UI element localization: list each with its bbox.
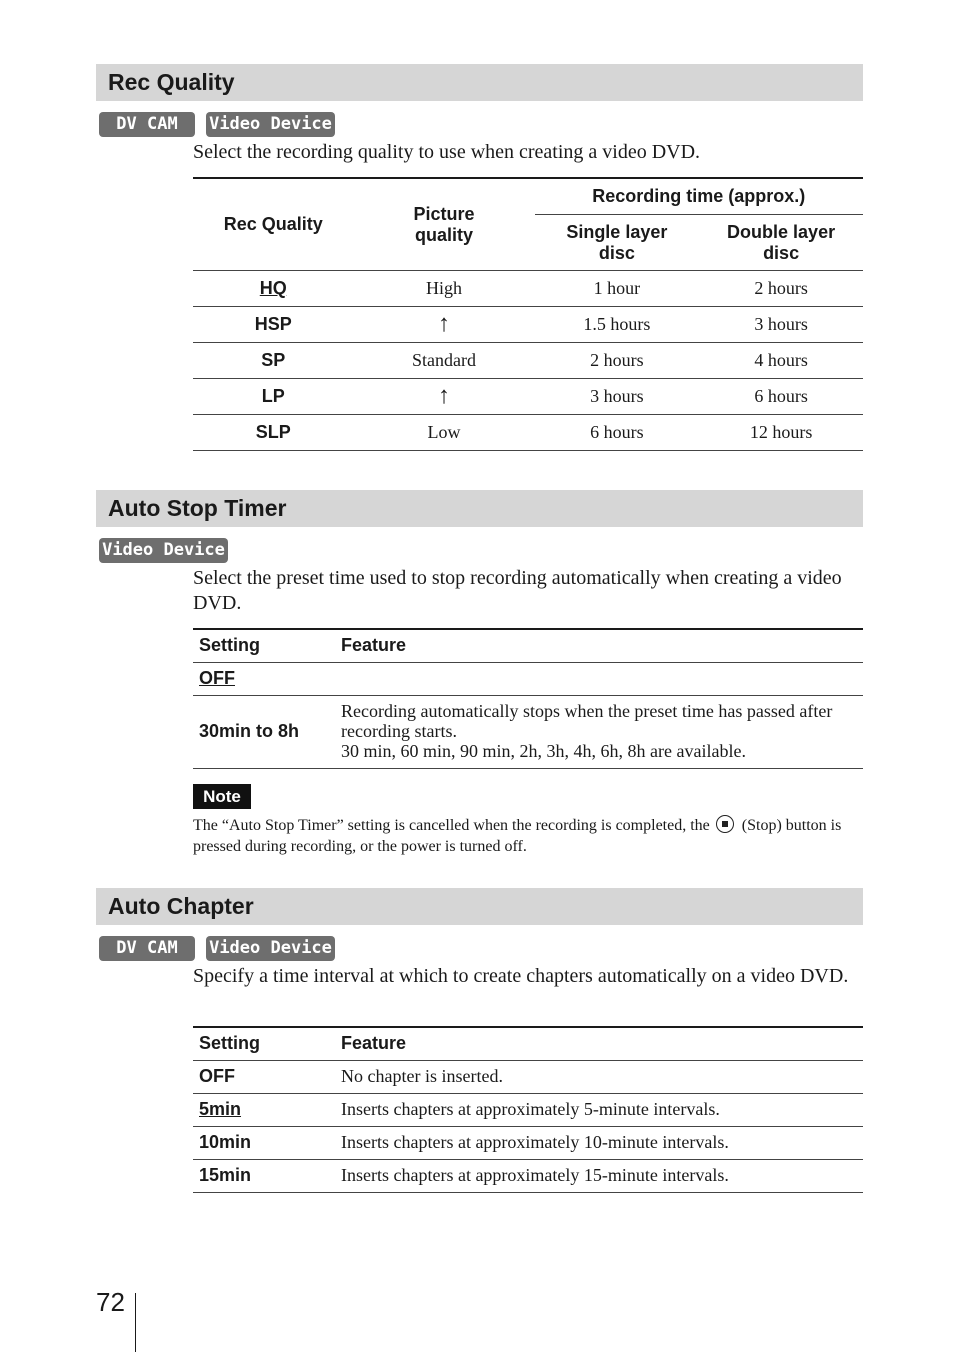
feature-cell: Inserts chapters at approximately 15-minute intervals.	[335, 1159, 863, 1192]
double-cell: 12 hours	[699, 415, 863, 451]
double-cell: 4 hours	[699, 343, 863, 379]
section-header-auto-chapter	[96, 888, 863, 925]
badge-video-device: Video Device	[206, 936, 335, 961]
col-header-single-layer: Single layer disc	[535, 215, 700, 271]
section-title: Auto Chapter	[108, 893, 254, 919]
note-text-part2: (Stop) button is pressed during recording, or the power is turned off.	[193, 817, 842, 855]
section-title: Auto Stop Timer	[108, 495, 287, 521]
single-cell: 1.5 hours	[535, 307, 700, 343]
auto-chapter-table	[193, 1026, 863, 1193]
picture-cell: Low	[354, 415, 535, 451]
stop-icon	[716, 815, 734, 833]
quality-cell: SP	[193, 343, 354, 379]
badge-video-device: Video Device	[206, 112, 335, 137]
note-text	[193, 815, 863, 857]
rec-quality-table	[193, 177, 863, 451]
table-row	[193, 379, 863, 415]
feature-cell: Inserts chapters at approximately 5-minute intervals.	[335, 1093, 863, 1126]
note-text-part1: The “Auto Stop Timer” setting is cancelled when the recording is completed, the	[193, 817, 710, 834]
feature-cell: Inserts chapters at approximately 10-minute intervals.	[335, 1126, 863, 1159]
col-header-feature: Feature	[335, 1027, 863, 1060]
setting-cell: 30min to 8h	[193, 695, 335, 768]
picture-cell: High	[354, 271, 535, 307]
table-row	[193, 695, 863, 768]
double-cell: 2 hours	[699, 271, 863, 307]
setting-cell: 15min	[193, 1159, 335, 1192]
section-intro: Select the preset time used to stop recording automatically when creating a video DVD.	[193, 567, 842, 614]
single-cell: 6 hours	[535, 415, 700, 451]
badge-video-device: Video Device	[99, 538, 228, 563]
setting-cell: 10min	[193, 1126, 335, 1159]
feature-line: Recording automatically stops when the preset time has passed after recording starts.	[341, 700, 833, 741]
section-header-rec-quality	[96, 64, 863, 101]
picture-cell: Standard	[354, 343, 535, 379]
auto-stop-table	[193, 628, 863, 769]
section-header-auto-stop-timer	[96, 490, 863, 527]
quality-cell: HQ	[193, 271, 354, 307]
note-label: Note	[193, 784, 251, 809]
single-cell: 1 hour	[535, 271, 700, 307]
quality-cell: LP	[193, 379, 354, 415]
arrow-up-icon: ↑	[354, 307, 535, 343]
col-header-double-layer: Double layer disc	[699, 215, 863, 271]
col-header-picture-quality: Picture quality	[354, 178, 535, 271]
setting-cell: OFF	[193, 662, 335, 695]
setting-cell: OFF	[193, 1060, 335, 1093]
table-row	[193, 662, 863, 695]
section-intro: Specify a time interval at which to create chapters automatically on a video DVD.	[193, 965, 849, 987]
table-row	[193, 1159, 863, 1192]
badge-dv-cam: DV CAM	[99, 936, 195, 961]
setting-cell: 5min	[193, 1093, 335, 1126]
page-number: 72	[96, 1287, 125, 1317]
col-header-feature: Feature	[335, 629, 863, 662]
table-row	[193, 307, 863, 343]
page-divider	[135, 1293, 136, 1352]
double-cell: 6 hours	[699, 379, 863, 415]
double-cell: 3 hours	[699, 307, 863, 343]
section-title: Rec Quality	[108, 69, 235, 95]
col-header-recording-time: Recording time (approx.)	[535, 178, 863, 215]
table-row	[193, 415, 863, 451]
table-row	[193, 1126, 863, 1159]
feature-line: 30 min, 60 min, 90 min, 2h, 3h, 4h, 6h, 8h are available.	[341, 740, 746, 761]
feature-cell: No chapter is inserted.	[335, 1060, 863, 1093]
single-cell: 3 hours	[535, 379, 700, 415]
single-cell: 2 hours	[535, 343, 700, 379]
quality-cell: HSP	[193, 307, 354, 343]
table-row	[193, 271, 863, 307]
table-row	[193, 343, 863, 379]
feature-cell	[335, 695, 863, 768]
table-row	[193, 1093, 863, 1126]
col-header-rec-quality: Rec Quality	[193, 178, 354, 271]
badge-dv-cam: DV CAM	[99, 112, 195, 137]
quality-cell: SLP	[193, 415, 354, 451]
table-row	[193, 1060, 863, 1093]
feature-cell	[335, 662, 863, 695]
section-intro: Select the recording quality to use when creating a video DVD.	[193, 141, 701, 163]
col-header-setting: Setting	[193, 1027, 335, 1060]
arrow-up-icon: ↑	[354, 379, 535, 415]
col-header-setting: Setting	[193, 629, 335, 662]
